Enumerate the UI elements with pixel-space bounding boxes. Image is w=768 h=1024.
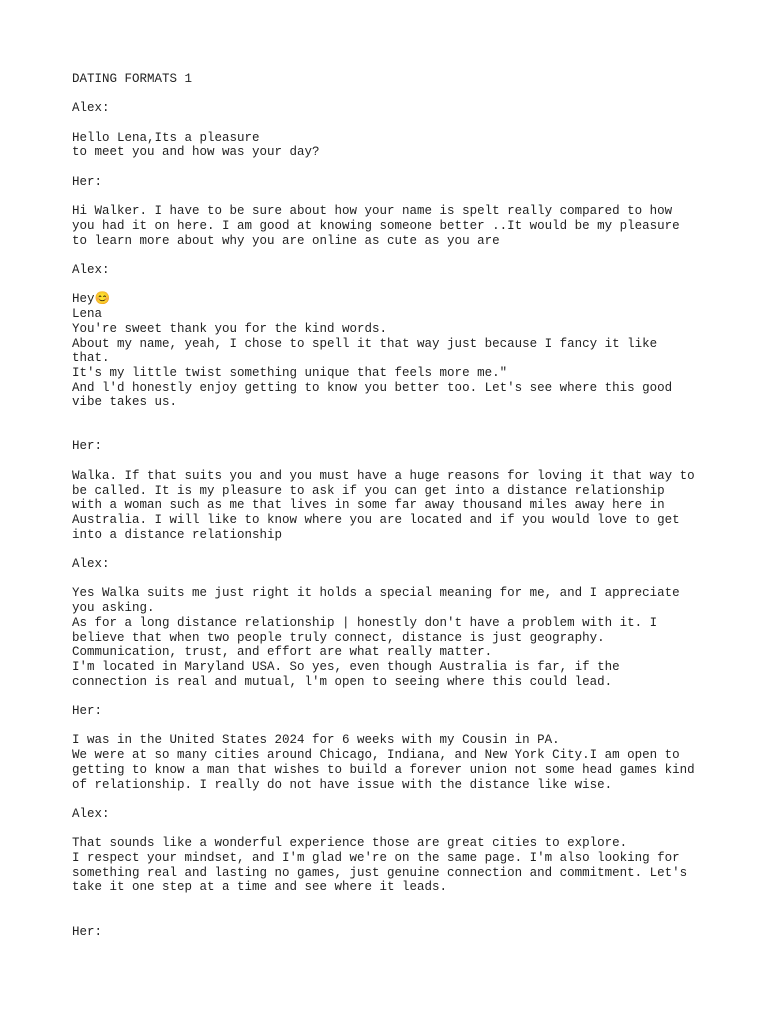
- message-line: Hey😊: [72, 292, 111, 307]
- message-line: It's my little twist something unique that feels more me.": [72, 365, 508, 380]
- message-line: And l'd honestly enjoy getting to know you better too. Let's see where this good: [72, 380, 673, 395]
- message-line: We were at so many cities around Chicago, Indiana, and New York City.I am open to: [72, 748, 680, 763]
- speaker-label-alex: Alex:: [72, 101, 110, 116]
- speaker-label-her: Her:: [72, 924, 103, 939]
- message-line: with a woman such as me that lives in some far away thousand miles away here in: [72, 498, 665, 513]
- speaker-label-alex: Alex:: [72, 806, 110, 821]
- message-block: [72, 131, 712, 160]
- message-line: I respect your mindset, and I'm glad we're on the same page. I'm also looking for: [72, 851, 680, 866]
- message-line: be called. It is my pleasure to ask if you can get into a distance relationship: [72, 483, 665, 498]
- message-line: Walka. If that suits you and you must have a huge reasons for loving it that way to: [72, 468, 695, 483]
- message-line: connection is real and mutual, l'm open to seeing where this could lead.: [72, 674, 613, 689]
- message-line: you asking.: [72, 601, 155, 616]
- message-block: [72, 733, 712, 792]
- message-line: You're sweet thank you for the kind words.: [72, 321, 388, 336]
- message-line: Hi Walker. I have to be sure about how your name is spelt really compared to how: [72, 204, 673, 219]
- message-block: [72, 586, 712, 689]
- message-line: into a distance relationship: [72, 527, 283, 542]
- message-line: to learn more about why you are online as cute as you are: [72, 233, 500, 248]
- message-line: Yes Walka suits me just right it holds a special meaning for me, and I appreciate: [72, 586, 680, 601]
- message-line: take it one step at a time and see where it leads.: [72, 880, 448, 895]
- speaker-label-her: Her:: [72, 174, 103, 189]
- message-line: Hello Lena,Its a pleasure: [72, 130, 260, 145]
- message-line: Australia. I will like to know where you are located and if you would love to get: [72, 512, 680, 527]
- message-line: getting to know a man that wishes to build a forever union not some head games kind: [72, 762, 695, 777]
- message-block: [72, 204, 712, 248]
- message-line: I was in the United States 2024 for 6 weeks with my Cousin in PA.: [72, 733, 560, 748]
- message-line: vibe takes us.: [72, 395, 178, 410]
- speaker-label-alex: Alex:: [72, 557, 110, 572]
- message-line: to meet you and how was your day?: [72, 145, 320, 160]
- message-line: About my name, yeah, I chose to spell it that way just because I fancy it like: [72, 336, 658, 351]
- message-line: That sounds like a wonderful experience those are great cities to explore.: [72, 836, 628, 851]
- message-block: [72, 836, 712, 895]
- message-block: [72, 469, 712, 543]
- message-line: Communication, trust, and effort are what really matter.: [72, 645, 493, 660]
- message-line: As for a long distance relationship | honestly don't have a problem with it. I: [72, 615, 658, 630]
- message-line: I'm located in Maryland USA. So yes, even though Australia is far, if the: [72, 659, 620, 674]
- speaker-label-her: Her:: [72, 439, 103, 454]
- document-title: DATING FORMATS 1: [72, 72, 193, 86]
- speaker-label-her: Her:: [72, 704, 103, 719]
- message-line: Lena: [72, 307, 103, 322]
- message-line: believe that when two people truly connect, distance is just geography.: [72, 630, 605, 645]
- message-line: something real and lasting no games, just genuine connection and commitment. Let's: [72, 865, 688, 880]
- message-line: you had it on here. I am good at knowing someone better ..It would be my pleasure: [72, 218, 680, 233]
- message-line: that.: [72, 351, 110, 366]
- document-page: [72, 72, 712, 939]
- message-line: of relationship. I really do not have issue with the distance like wise.: [72, 777, 613, 792]
- speaker-label-alex: Alex:: [72, 263, 110, 278]
- message-block: [72, 292, 712, 410]
